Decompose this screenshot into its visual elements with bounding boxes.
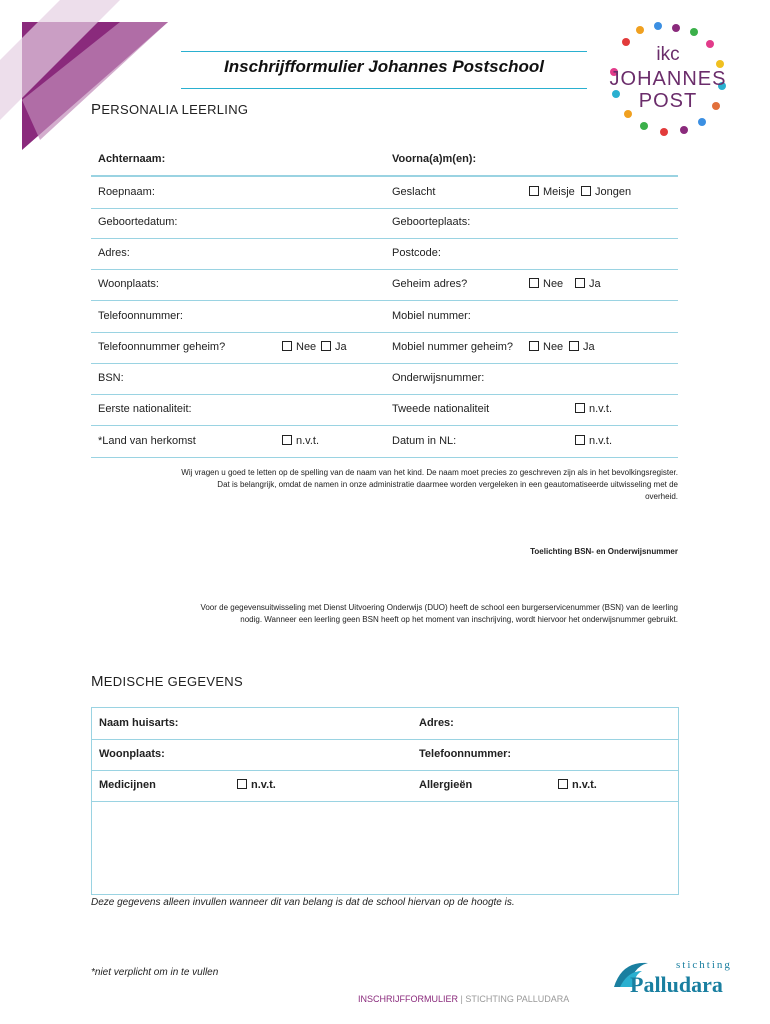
medical-table xyxy=(91,707,679,895)
title-line-top xyxy=(181,51,587,52)
form-row-bsn xyxy=(91,363,678,395)
form-row-nationaliteit xyxy=(91,394,678,426)
checkbox-mobiel-geheim-ja[interactable]: Ja xyxy=(569,332,595,362)
checkbox-geheim-adres-nee[interactable]: Nee xyxy=(529,269,563,299)
medical-notes-area[interactable] xyxy=(92,801,678,895)
footer-stichting-label: STICHTING PALLUDARA xyxy=(465,994,570,1004)
logo-ikc-text: ikc xyxy=(656,44,680,65)
checkbox-meisje[interactable]: Meisje xyxy=(529,177,575,207)
section-title-medisch: MEDISCHE GEGEVENS xyxy=(91,673,243,690)
form-row-woonplaats xyxy=(91,269,678,301)
medical-row-medicijnen xyxy=(92,770,678,801)
checkbox-telefoon-geheim-nee[interactable]: Nee xyxy=(282,332,316,362)
form-row-roepnaam xyxy=(91,175,678,209)
ikc-logo xyxy=(606,20,730,140)
checkbox-jongen[interactable]: Jongen xyxy=(581,177,631,207)
telefoonnummer-label: Telefoonnummer: xyxy=(98,310,183,322)
spelling-note-1: Wij vragen u goed te letten op de spelling van de naam van het kind. De naam moet precies zo geschreven zijn als in het bevolkingsregister. xyxy=(181,468,678,477)
medisch-note: Deze gegevens alleen invullen wanneer dit van belang is dat de school hiervan op de hoogte is. xyxy=(91,897,515,908)
voornamen-label: Voorna(a)m(en): xyxy=(392,153,477,165)
geslacht-label: Geslacht xyxy=(392,186,436,198)
corner-decoration xyxy=(0,0,200,160)
eerste-nationaliteit-label: Eerste nationaliteit: xyxy=(98,403,192,415)
form-row-geboortedatum xyxy=(91,207,678,239)
spelling-note-3: overheid. xyxy=(645,492,678,501)
bsn-label: BSN: xyxy=(98,372,124,384)
palludara-small-text: stichting xyxy=(676,959,732,971)
footer-separator: | xyxy=(460,994,463,1004)
section-title-personalia: PERSONALIA LEERLING xyxy=(91,101,249,118)
tweede-nationaliteit-label: Tweede nationaliteit xyxy=(392,403,490,415)
geboortedatum-label: Geboortedatum: xyxy=(98,216,178,228)
optional-note: *niet verplicht om in te vullen xyxy=(91,967,219,978)
form-row-telefoon-geheim xyxy=(91,332,678,364)
checkbox-herkomst-nvt[interactable]: n.v.t. xyxy=(282,426,319,456)
mobiel-nummer-label: Mobiel nummer: xyxy=(392,310,471,322)
checkbox-allergieen-nvt[interactable]: n.v.t. xyxy=(558,770,597,800)
datum-in-nl-label: Datum in NL: xyxy=(392,435,457,447)
page-title: Inschrijfformulier Johannes Postschool xyxy=(224,57,544,76)
form-row-telefoon xyxy=(91,301,678,333)
checkbox-datum-nl-nvt[interactable]: n.v.t. xyxy=(575,426,612,456)
med-telefoon-label: Telefoonnummer: xyxy=(419,748,512,760)
adres-label: Adres: xyxy=(98,247,130,259)
woonplaats-label: Woonplaats: xyxy=(98,278,159,290)
toelichting-text-2: nodig. Wanneer een leerling geen BSN heeft op het moment van inschrijving, wordt hiervoor het onderwijsnummer gebruikt. xyxy=(240,615,678,624)
telefoon-geheim-label: Telefoonnummer geheim? xyxy=(98,341,226,353)
palludara-big-text: Palludara xyxy=(630,972,723,997)
footer-text xyxy=(358,994,569,1004)
logo-johannes-text: JOHANNES xyxy=(609,68,727,90)
land-van-herkomst-label: *Land van herkomst xyxy=(98,435,196,447)
postcode-label: Postcode: xyxy=(392,247,441,259)
title-line-bottom xyxy=(181,88,587,89)
medical-row-huisarts xyxy=(92,708,678,740)
form-row-herkomst xyxy=(91,426,678,458)
logo-post-text: POST xyxy=(638,90,698,112)
toelichting-text-1: Voor de gegevensuitwisseling met Dienst Uitvoering Onderwijs (DUO) heeft de school een burgerservicenummer (BSN) van de leerling xyxy=(200,603,678,612)
med-adres-label: Adres: xyxy=(419,717,454,729)
checkbox-mobiel-geheim-nee[interactable]: Nee xyxy=(529,332,563,362)
form-row-achternaam xyxy=(91,144,678,176)
geboorteplaats-label: Geboorteplaats: xyxy=(392,216,471,228)
medical-row-woonplaats xyxy=(92,739,678,771)
allergieen-label: Allergieën xyxy=(419,779,473,791)
palludara-logo xyxy=(612,953,748,1003)
toelichting-heading: Toelichting BSN- en Onderwijsnummer xyxy=(530,547,678,556)
huisarts-label: Naam huisarts: xyxy=(99,717,179,729)
medicijnen-label: Medicijnen xyxy=(99,779,156,791)
med-woonplaats-label: Woonplaats: xyxy=(99,748,165,760)
roepnaam-label: Roepnaam: xyxy=(98,186,155,198)
footer-form-label: INSCHRIJFFORMULIER xyxy=(358,994,459,1004)
geheim-adres-label: Geheim adres? xyxy=(392,278,468,290)
checkbox-telefoon-geheim-ja[interactable]: Ja xyxy=(321,332,347,362)
checkbox-tweede-nationaliteit-nvt[interactable]: n.v.t. xyxy=(575,394,612,424)
checkbox-medicijnen-nvt[interactable]: n.v.t. xyxy=(237,770,276,800)
form-row-adres xyxy=(91,238,678,270)
onderwijsnummer-label: Onderwijsnummer: xyxy=(392,372,485,384)
achternaam-label: Achternaam: xyxy=(98,153,166,165)
mobiel-geheim-label: Mobiel nummer geheim? xyxy=(392,341,514,353)
spelling-note-2: Dat is belangrijk, omdat de namen in onze administratie daarmee worden vergeleken in een geautomatiseerde uitwisseling met de xyxy=(217,480,678,489)
checkbox-geheim-adres-ja[interactable]: Ja xyxy=(575,269,601,299)
